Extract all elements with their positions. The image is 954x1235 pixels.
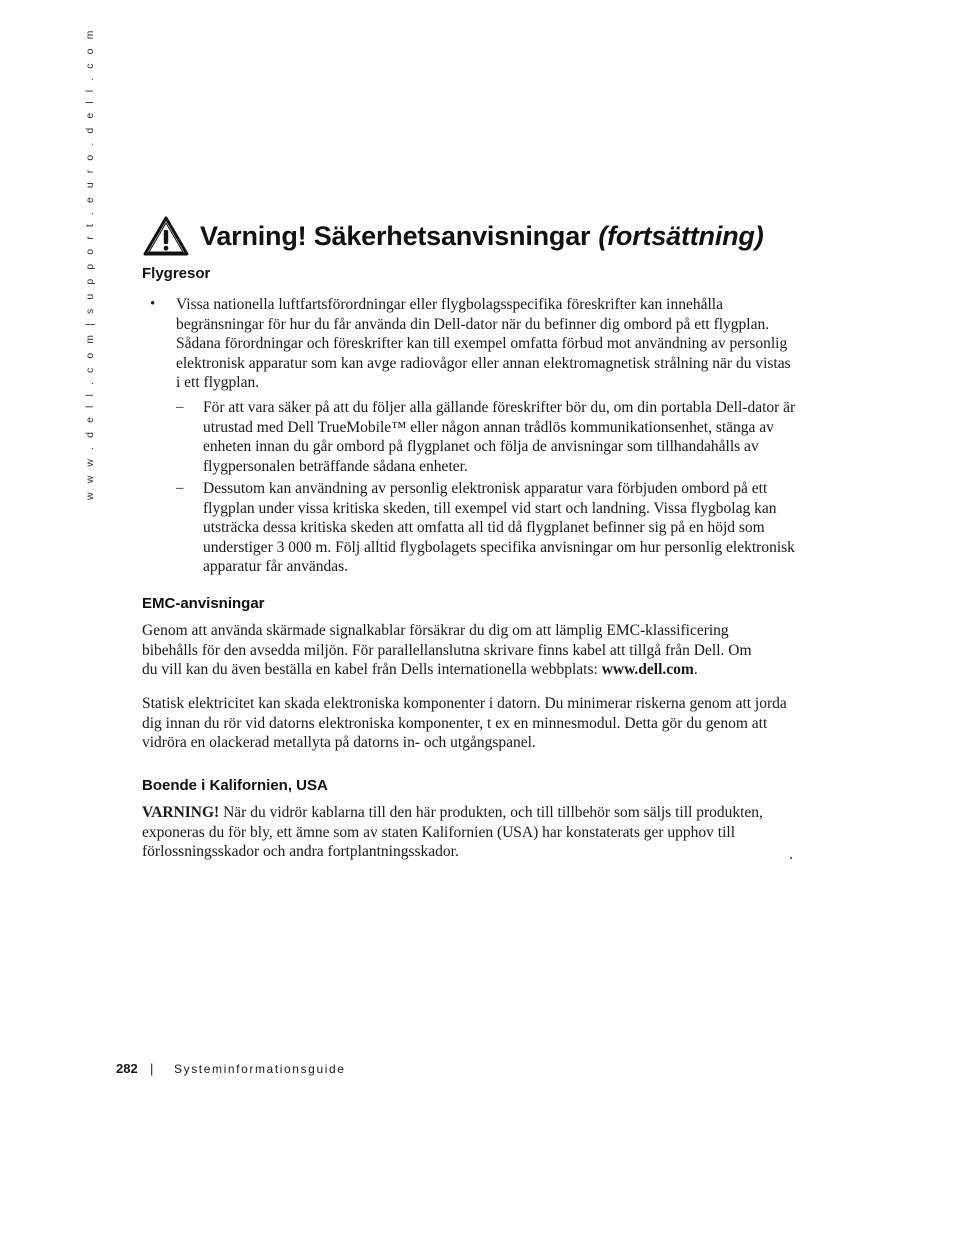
- emc-paragraph-2: Statisk elektricitet kan skada elektroniska komponenter i datorn. Du minimerar riskerna genom att jorda dig innan du rör vid datorns elektroniska komponenter, t ex en minnesmodul. Detta gör du genom att vidröra en olackerad metallyta på datorns in- och utgångspanel.: [142, 695, 787, 751]
- section-heading-flights: Flygresor: [142, 265, 211, 282]
- page-number: 282: [116, 1061, 138, 1076]
- page-header: [142, 214, 764, 258]
- flights-bullet-text: Vissa nationella luftfartsförordningar eller flygbolagsspecifika föreskrifter kan innehålla begränsningar för hur du får använda din Dell-dator när du befinner dig ombord på ett flygplan. Sådana förordningar och föreskrifter kan till exempel omfatta förbud mot användning av personlig elektronisk apparatur som kan avge radiovågor eller annan elektromagnetisk strålning när du vistas i ett flygplan.: [176, 296, 791, 391]
- footer-doc-title: Systeminformationsguide: [174, 1062, 346, 1076]
- dash-marker: –: [176, 399, 184, 415]
- emc-paragraph-1-text: Genom att använda skärmade signalkablar försäkrar du dig om att lämplig EMC-klassificering bibehålls för den avsedda miljön. För parallellanslutna skrivare finns kabel att tillgå från Dell. Om du vill kan du även beställa en kabel från Dells internationella webbplats:: [142, 622, 752, 678]
- section-heading-emc: EMC-anvisningar: [142, 595, 265, 612]
- bullet-marker: •: [150, 296, 156, 312]
- side-url: w w w . d e l l . c o m | s u p p o r t . e u r o . d e l l . c o m: [84, 27, 96, 500]
- emc-paragraph-1: [142, 621, 762, 680]
- california-trailing-dot: .: [789, 846, 793, 863]
- flights-sub-item-2: Dessutom kan användning av personlig elektronisk apparatur vara förbjuden ombord på ett flygplan under vissa kritiska skeden, till exempel vid start och landning. Vissa flygbolag kan utsträcka dessa kritiska skeden att omfatta all tid då flygplanet befinner sig på en höjd som understiger 3 000 m. Följ alltid flygbolagets specifika anvisningar om hur personlig elektronisk apparatur får användas.: [203, 480, 795, 575]
- california-text: När du vidrör kablarna till den här produkten, och till tillbehör som säljs till produkten, exponeras du för bly, ett ämne som av staten Kalifornien (USA) har konstaterats ger upphov till förlossningsskador och andra fortplantningsskador.: [142, 804, 763, 860]
- dash-marker: –: [176, 480, 184, 496]
- emc-paragraph-1-end: .: [693, 661, 698, 678]
- page-title-main: Varning! Säkerhetsanvisningar: [200, 220, 591, 251]
- page-title-continued: (fortsättning): [598, 220, 764, 251]
- dell-website-link[interactable]: www.dell.com: [601, 661, 694, 678]
- flights-sub-item-1: För att vara säker på att du följer alla gällande föreskrifter bör du, om din portabla Dell-dator är utrustad med Dell TrueMobile™ eller någon annan trådlös kommunikationsenhet, stänga av enheten innan du går ombord på flygplanet och följa de anvisningar som tillhandahålls av flygpersonalen beträffande sådana enheter.: [203, 399, 796, 475]
- california-paragraph: [142, 803, 790, 862]
- california-warning-label: VARNING!: [142, 804, 220, 821]
- warning-triangle-icon: [142, 215, 190, 257]
- footer-separator: |: [150, 1061, 154, 1076]
- section-heading-california: Boende i Kalifornien, USA: [142, 777, 328, 794]
- page-title: [200, 221, 764, 252]
